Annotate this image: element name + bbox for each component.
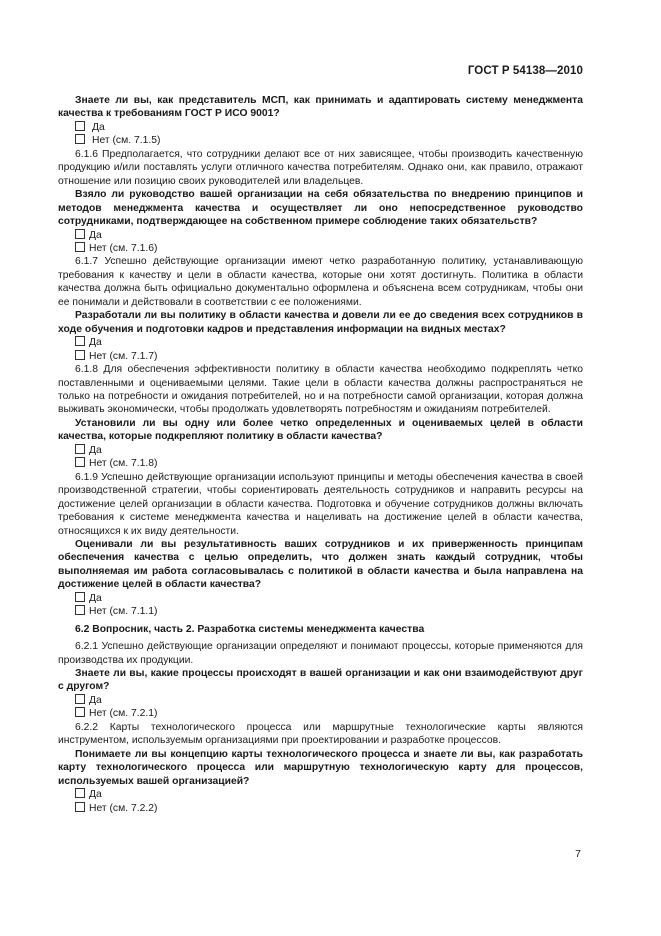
answer-option[interactable] <box>58 336 583 349</box>
answer-option[interactable] <box>58 242 583 255</box>
answer-option[interactable] <box>58 229 583 242</box>
answer-option-label: Нет (см. 7.2.2) <box>89 802 158 814</box>
checkbox-icon[interactable] <box>75 788 85 798</box>
answer-option-label: Нет (см. 7.1.5) <box>92 135 161 147</box>
question-text: Знаете ли вы, какие процессы происходят в вашей организации и как они взаимодействуют друг с другом? <box>58 668 583 693</box>
checkbox-icon[interactable] <box>75 444 85 454</box>
document-header: ГОСТ Р 54138—2010 <box>467 65 583 77</box>
checkbox-icon[interactable] <box>75 802 85 812</box>
answer-option[interactable] <box>58 444 583 457</box>
paragraph: 6.1.7 Успешно действующие организации имеют четко разработанную политику, устанавливающую требования к качеству и цели в области качества, которые они хотят достигнуть. Политика в области качества должна быть официально документально оформлена и объяснена всем сотрудникам, чтобы они ее понимали и действовали в соответствии с ее положениями. <box>58 256 583 308</box>
answer-option[interactable] <box>58 457 583 470</box>
answer-option-label: Да <box>89 444 102 456</box>
checkbox-icon[interactable] <box>75 121 85 131</box>
answer-option[interactable] <box>58 592 583 605</box>
checkbox-icon[interactable] <box>75 592 85 602</box>
question-text: Разработали ли вы политику в области качества и довели ли ее до сведения всех сотрудников в ходе обучения и подготовки кадров и представления информации на видных местах? <box>58 310 583 335</box>
answer-option-label: Нет (см. 7.1.8) <box>89 458 158 470</box>
question-text: Оценивали ли вы результативность ваших сотрудников и их приверженность принципам обеспечения качества с целью определить, что должен знать каждый сотрудник, чтобы выполняемая им работа согласовывалась с политикой в области качества и была направлена на достижение целей в области качества? <box>58 538 583 591</box>
answer-option[interactable] <box>58 605 583 618</box>
checkbox-icon[interactable] <box>75 336 85 346</box>
paragraph: 6.1.6 Предполагается, что сотрудники делают все от них зависящее, чтобы производить качественную продукцию и/или поставлять услуги отличного качества потребителям. Однако они, как правило, отражают отношение или позицию своих руководителей или владельцев. <box>58 148 583 187</box>
question-text: Понимаете ли вы концепцию карты технологического процесса и знаете ли вы, как разработать карту технологического процесса или маршрутную технологическую карту для процессов, используемых вашей организацией? <box>58 748 583 787</box>
answer-option[interactable] <box>58 802 583 815</box>
answer-option-label: Да <box>89 789 102 801</box>
answer-option[interactable] <box>58 134 583 147</box>
answer-option-label: Да <box>92 121 105 133</box>
answer-option[interactable] <box>58 707 583 720</box>
paragraph: 6.2.2 Карты технологического процесса или маршрутные технологические карты являются инструментом, используемым организациями при проектировании и разработке процессов. <box>58 721 583 747</box>
answer-option-label: Нет (см. 7.1.7) <box>89 350 158 362</box>
page-number: 7 <box>575 848 581 860</box>
checkbox-icon[interactable] <box>75 457 85 467</box>
checkbox-icon[interactable] <box>75 229 85 239</box>
paragraph: 6.2.1 Успешно действующие организации определяют и понимают процессы, которые применяются для производства их продукции. <box>58 641 583 666</box>
answer-option-label: Нет (см. 7.1.1) <box>89 606 158 618</box>
answer-option-label: Да <box>89 229 102 241</box>
answer-option[interactable] <box>58 350 583 363</box>
answer-option-label: Да <box>89 694 102 706</box>
answer-option-label: Да <box>89 592 102 604</box>
checkbox-icon[interactable] <box>75 605 85 615</box>
question-text: Установили ли вы одну или более четко определенных и оцениваемых целей в области качества, которые подкрепляют политику в области качества? <box>58 417 583 443</box>
answer-option[interactable] <box>58 121 583 134</box>
question-text: Взяло ли руководство вашей организации на себя обязательства по внедрению принципов и методов менеджмента качества и осуществляет ли оно непосредственное руководство сотрудниками, подтверждающее на собственном примере соблюдение таких обязательств? <box>58 189 583 228</box>
checkbox-icon[interactable] <box>75 134 85 144</box>
checkbox-icon[interactable] <box>75 694 85 704</box>
paragraph: 6.1.8 Для обеспечения эффективности политику в области качества необходимо подкреплять четко поставленными и оцениваемыми целями. Такие цели в области качества должны распространяться не только на потребности и ожидания потребителей, но и на потребности самой организации, которая должна выживать экономически, чтобы продолжать удовлетворять потребностям и ожиданиям потребителей. <box>58 364 583 416</box>
answer-option-label: Нет (см. 7.1.6) <box>89 242 158 254</box>
checkbox-icon[interactable] <box>75 350 85 360</box>
document-body <box>58 94 583 815</box>
answer-option[interactable] <box>58 788 583 801</box>
answer-option[interactable] <box>58 694 583 707</box>
section-heading: 6.2 Вопросник, часть 2. Разработка системы менеджмента качества <box>75 623 425 635</box>
question-text: Знаете ли вы, как представитель МСП, как принимать и адаптировать систему менеджмента качества к требованиям ГОСТ Р ИСО 9001? <box>58 95 583 120</box>
paragraph: 6.1.9 Успешно действующие организации используют принципы и методы обеспечения качества в своей производственной стратегии, чтобы сориентировать деятельность сотрудников и направить ресурсы на достижение целей организации в области качества. Подготовка и обучение сотрудников должны включать требования к системе менеджмента качества и нацеливать на достижение целей в области качества, относящихся к их виду деятельности. <box>58 471 583 537</box>
checkbox-icon[interactable] <box>75 242 85 252</box>
answer-option-label: Нет (см. 7.2.1) <box>89 708 158 720</box>
checkbox-icon[interactable] <box>75 707 85 717</box>
answer-option-label: Да <box>89 337 102 349</box>
